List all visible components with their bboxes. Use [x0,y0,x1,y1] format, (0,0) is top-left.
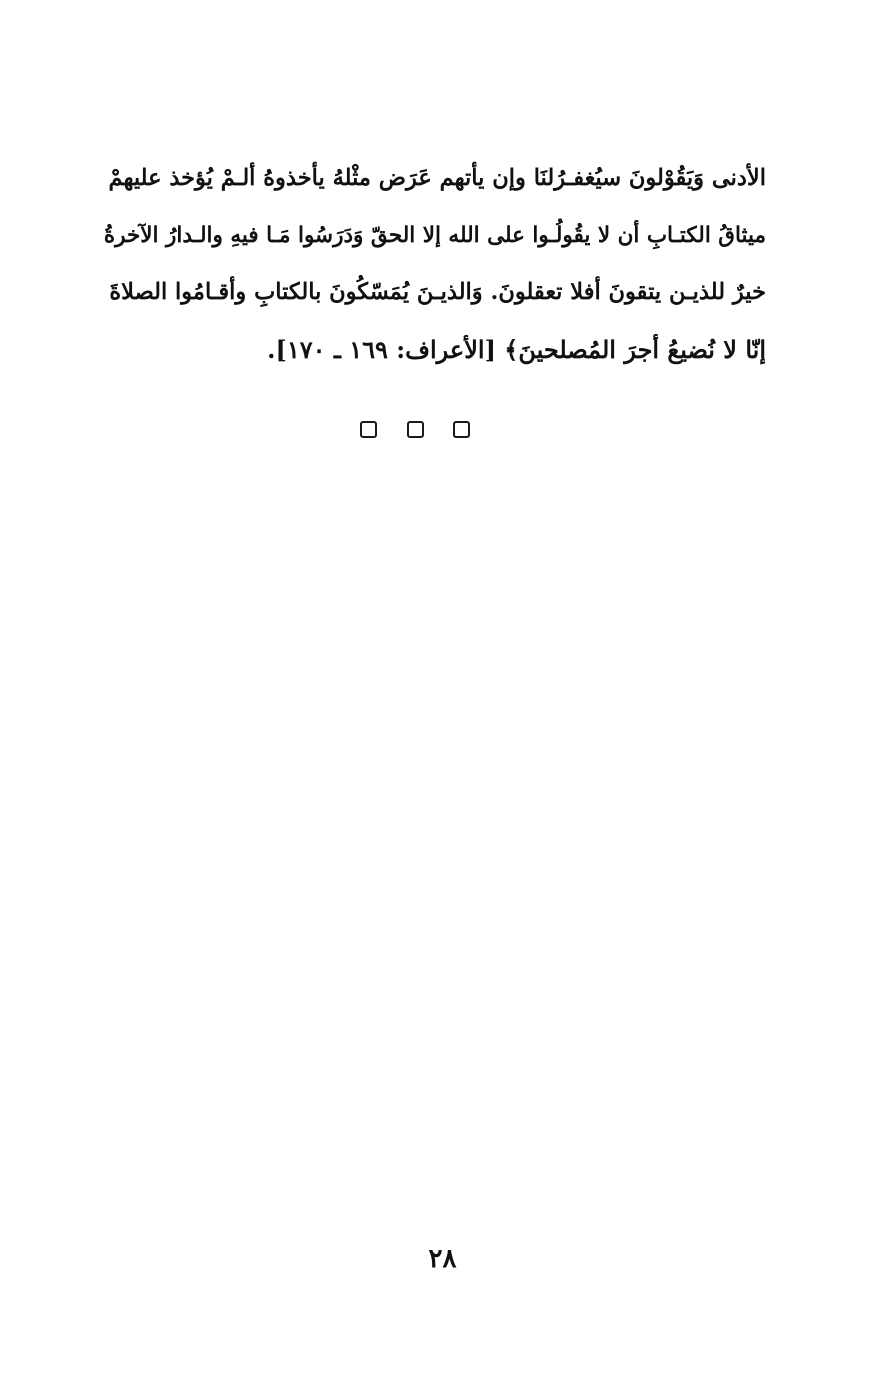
separator-square-icon [407,421,424,438]
page-number: ٢٨ [428,1244,457,1274]
section-separator [360,417,470,441]
text-line: خيرٌ للذيـن يتقونَ أفلا تعقلونَ. وَالذيـنَ يُمَسّكُونَ بالكتابِ وأقـامُوا الصلاةَ [109,279,766,305]
verse-text-block [100,150,766,378]
text-line: ميثاقُ الكتـابِ أن لا يقُولُـوا على الله إلا الحقّ وَدَرَسُوا مَـا فيهِ والـدارُ الآخرةُ [103,223,766,248]
text-line: الأدنى وَيَقُوْلونَ سيُغفـرُلنَا وإن يأتهم عَرَض مثْلهُ يأخذوهُ ألـمْ يُؤخذ عليهمْ [108,165,766,191]
separator-square-icon [360,421,377,438]
text-line: إنّا لا نُضيعُ أجرَ المُصلحينَ﴾ [الأعراف: ١٦٩ ـ ١٧٠]. [267,335,766,364]
separator-square-icon [453,421,470,438]
